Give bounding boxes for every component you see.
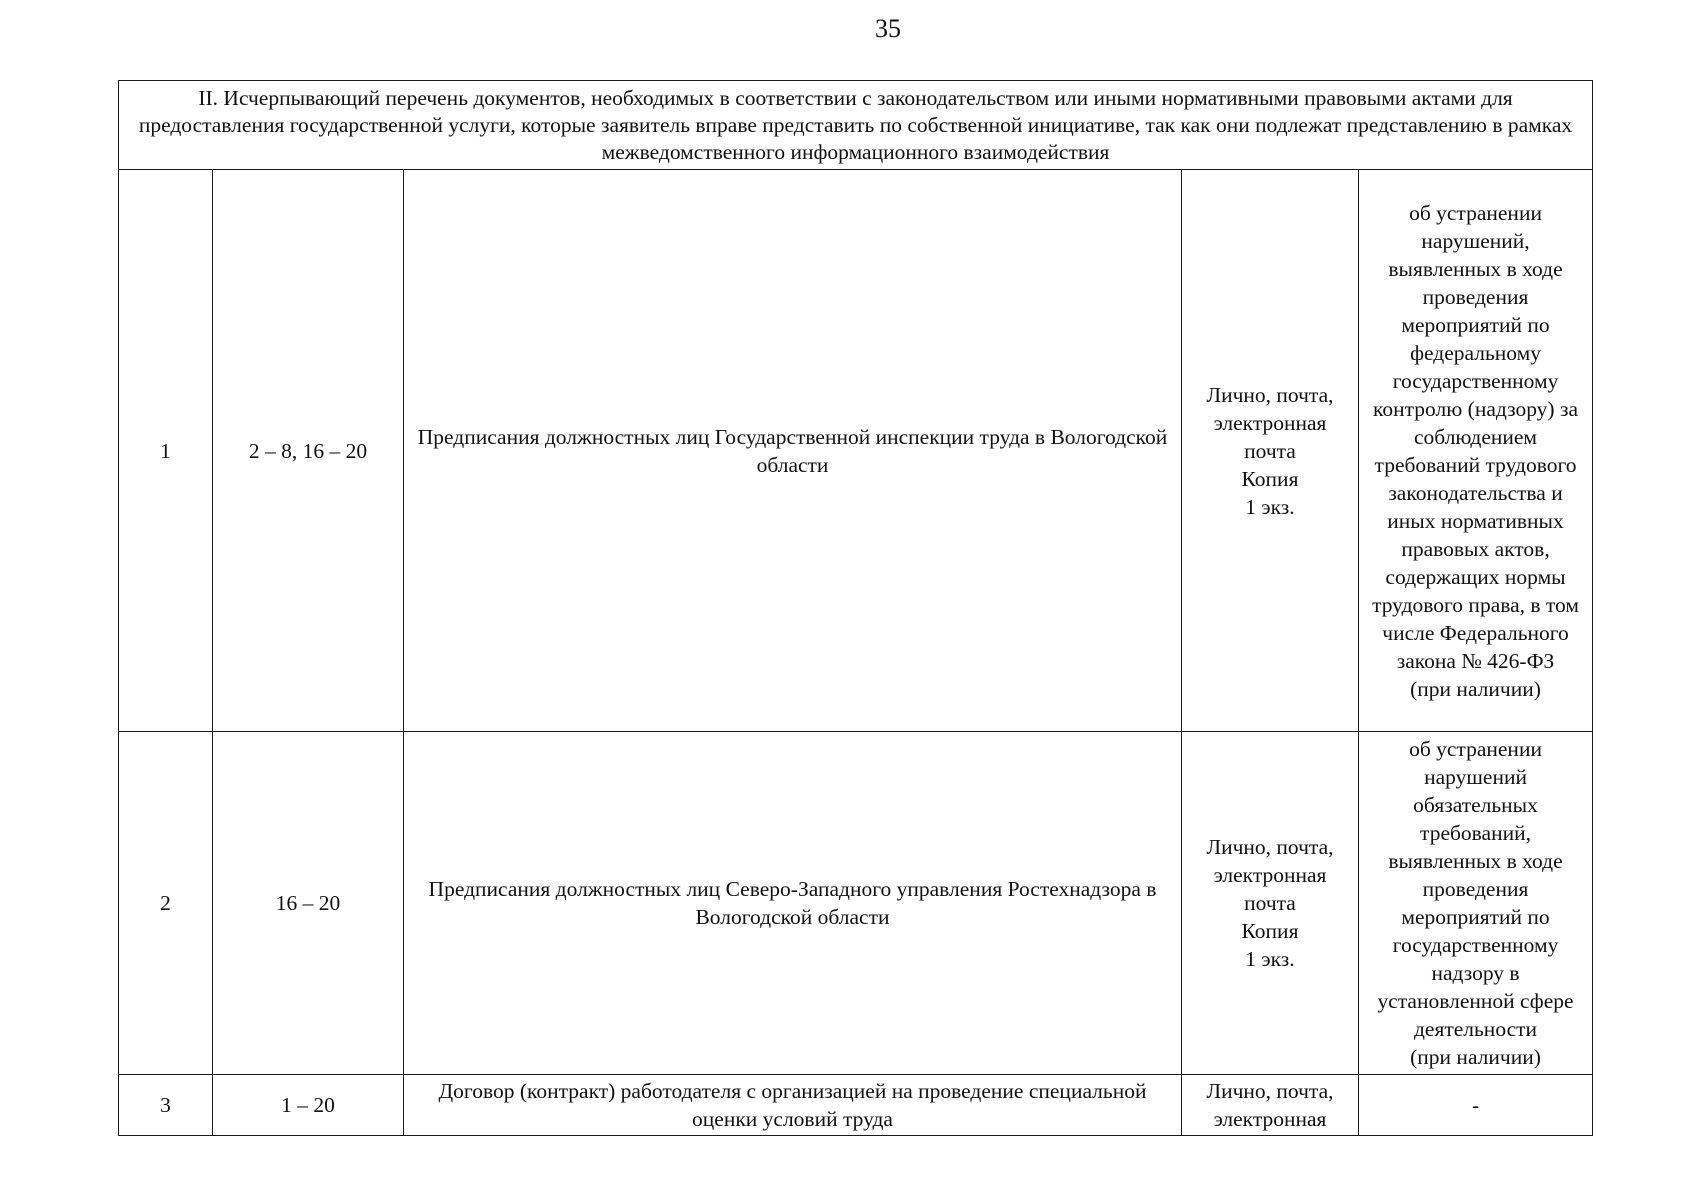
document-note: об устранении нарушений, выявленных в ходе проведения мероприятий по федеральному государственному контролю (надзору) за соблюдением требований трудового законодательства и иных нормативных правовых актов, содержащих нормы трудового права, в том числе Федерального закона № 426-ФЗ (при наличии) (1359, 170, 1593, 732)
document-note: об устранении нарушений обязательных требований, выявленных в ходе проведения мероприятий по государственному надзору в установленной сфере деятельности (при наличии) (1359, 732, 1593, 1075)
table-row (119, 1075, 1593, 1136)
section-header: II. Исчерпывающий перечень документов, необходимых в соответствии с законодательством или иными нормативными правовыми актами для предоставления государственной услуги, которые заявитель вправе представить по собственной инициативе, так как они подлежат представлению в рамках межведомственного информационного взаимодействия (119, 81, 1593, 170)
applicant-range: 2 – 8, 16 – 20 (213, 170, 404, 732)
table-row (119, 732, 1593, 1075)
row-number: 3 (119, 1075, 213, 1136)
document-name: Предписания должностных лиц Северо-Западного управления Ростехнадзора в Вологодской области (404, 732, 1182, 1075)
section-header-row (119, 81, 1593, 170)
applicant-range: 1 – 20 (213, 1075, 404, 1136)
row-number: 1 (119, 170, 213, 732)
row-number: 2 (119, 732, 213, 1075)
table-row (119, 170, 1593, 732)
submission-method: Лично, почта, электронная почта Копия 1 экз. (1182, 732, 1359, 1075)
document-name: Договор (контракт) работодателя с организацией на проведение специальной оценки условий труда (404, 1075, 1182, 1136)
document-name: Предписания должностных лиц Государственной инспекции труда в Вологодской области (404, 170, 1182, 732)
page-number: 35 (875, 14, 901, 43)
applicant-range: 16 – 20 (213, 732, 404, 1075)
documents-table (118, 80, 1593, 1136)
submission-method: Лично, почта, электронная (1182, 1075, 1359, 1136)
document-note: - (1359, 1075, 1593, 1136)
submission-method: Лично, почта, электронная почта Копия 1 экз. (1182, 170, 1359, 732)
